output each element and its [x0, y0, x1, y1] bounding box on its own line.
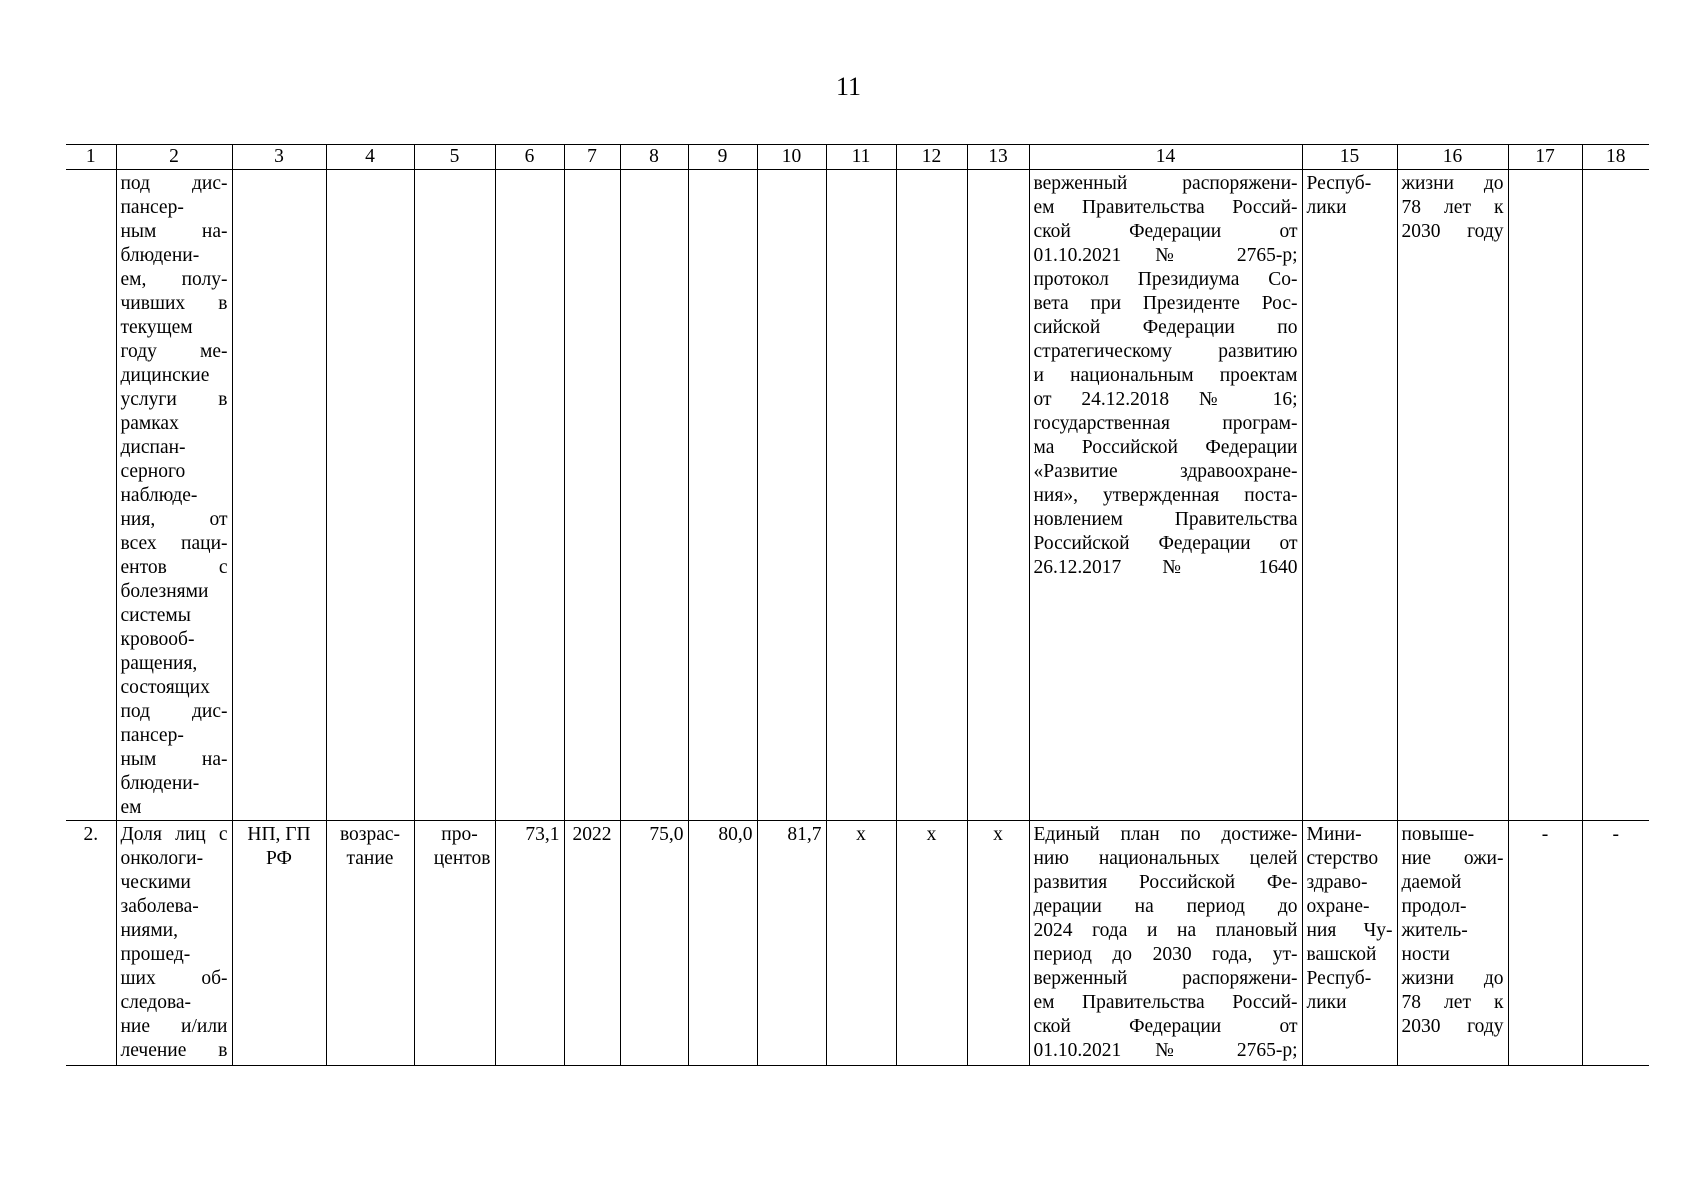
text-line: серного [120, 461, 186, 482]
cell-col11 [826, 170, 896, 821]
cell-base-year: 2022 [564, 821, 620, 1066]
text-line: Единый план по достиже- [1033, 824, 1298, 845]
text-line: новлением Правительства [1033, 509, 1298, 530]
text-line: наблюде- [120, 485, 198, 506]
text-line: развития Российской Фе- [1033, 872, 1298, 893]
cell-goal [1397, 170, 1508, 821]
text-line: пансер- [120, 725, 184, 746]
header-cell-6: 6 [495, 145, 564, 170]
text-line: центов [433, 848, 491, 869]
text-line: период до 2030 года, ут- [1033, 944, 1298, 965]
text-line: повыше- [1401, 824, 1475, 845]
cell-indicator-name [116, 821, 232, 1066]
text-line: лики [1306, 992, 1347, 1013]
cell-value-11: x [826, 821, 896, 1066]
text-line: системы [120, 605, 191, 626]
text-line: чивших в [120, 293, 228, 314]
text-line: продол- [1401, 896, 1467, 917]
header-cell-15: 15 [1302, 145, 1397, 170]
text-line: 01.10.2021 № 2765-р; [1033, 1040, 1298, 1061]
cell-indicator-name [116, 170, 232, 821]
text-line: вета при Президенте Рос- [1033, 293, 1298, 314]
header-cell-8: 8 [620, 145, 688, 170]
cell-documents [1029, 821, 1302, 1066]
table-row [66, 821, 1649, 1066]
text-line: охране- [1306, 896, 1370, 917]
text-line: ности [1401, 944, 1450, 965]
text-line: ем [120, 797, 142, 818]
cell-indicator-type [232, 821, 326, 1066]
text-line: про- [441, 824, 478, 845]
text-line: под дис- [120, 173, 228, 194]
text-line: ние ожи- [1401, 848, 1504, 869]
header-cell-17: 17 [1508, 145, 1582, 170]
text-line: стерство [1306, 848, 1379, 869]
text-line: вашской [1306, 944, 1377, 965]
text-line: Мини- [1306, 824, 1362, 845]
header-cell-16: 16 [1397, 145, 1508, 170]
cell-col3 [232, 170, 326, 821]
text-line: жизни до [1401, 968, 1504, 989]
text-line: Доля лиц с [120, 824, 228, 845]
cell-col17 [1508, 170, 1582, 821]
text-line: следова- [120, 992, 192, 1013]
text-line: дицинские [120, 365, 210, 386]
text-line: 2024 года и на плановый [1033, 920, 1298, 941]
page-number: 11 [835, 72, 862, 101]
text-line: ческими [120, 872, 191, 893]
cell-value-12: x [896, 821, 967, 1066]
cell-base-value: 73,1 [495, 821, 564, 1066]
text-line: стратегическому развитию [1033, 341, 1298, 362]
text-line: году ме- [120, 341, 228, 362]
cell-goal [1397, 821, 1508, 1066]
cell-unit [414, 821, 495, 1066]
cell-col12 [896, 170, 967, 821]
text-line: 2030 году [1401, 221, 1504, 242]
text-line: ния, от [120, 509, 228, 530]
text-line: ние и/или [120, 1016, 228, 1037]
header-cell-14: 14 [1029, 145, 1302, 170]
text-line: ния», утвержденная поста- [1033, 485, 1298, 506]
text-line: ской Федерации от [1033, 1016, 1298, 1037]
header-cell-7: 7 [564, 145, 620, 170]
header-cell-12: 12 [896, 145, 967, 170]
text-line: 01.10.2021 № 2765-р; [1033, 245, 1298, 266]
text-line: пансер- [120, 197, 184, 218]
text-line: состоящих [120, 677, 210, 698]
text-line: ным на- [120, 221, 228, 242]
text-line: лечение в [120, 1040, 228, 1061]
cell-col5 [414, 170, 495, 821]
cell-col13 [967, 170, 1029, 821]
text-line: ем, полу- [120, 269, 228, 290]
text-line: 78 лет к [1401, 197, 1504, 218]
text-line: 26.12.2017 № 1640 [1033, 557, 1298, 578]
text-line: житель- [1401, 920, 1468, 941]
text-line: РФ [266, 848, 292, 869]
text-line: ших об- [120, 968, 228, 989]
cell-trend [326, 821, 414, 1066]
cell-responsible [1302, 170, 1397, 821]
text-line: верженный распоряжени- [1033, 173, 1298, 194]
header-cell-13: 13 [967, 145, 1029, 170]
header-cell-11: 11 [826, 145, 896, 170]
text-line: ным на- [120, 749, 228, 770]
text-line: верженный распоряжени- [1033, 968, 1298, 989]
header-cell-18: 18 [1582, 145, 1649, 170]
text-line: ращения, [120, 653, 198, 674]
text-line: блюдени- [120, 245, 200, 266]
text-line: кровооб- [120, 629, 195, 650]
text-line: Российской Федерации от [1033, 533, 1298, 554]
text-line: прошед- [120, 944, 191, 965]
cell-value-13: x [967, 821, 1029, 1066]
header-cell-3: 3 [232, 145, 326, 170]
text-line: тание [346, 848, 394, 869]
text-line: под дис- [120, 701, 228, 722]
text-line: ма Российской Федерации [1033, 437, 1298, 458]
text-line: ентов с [120, 557, 228, 578]
text-line: заболева- [120, 896, 199, 917]
text-line: «Развитие здравоохране- [1033, 461, 1298, 482]
text-line: болезнями [120, 581, 209, 602]
text-line: услуги в [120, 389, 228, 410]
text-line: диспан- [120, 437, 186, 458]
cell-col18 [1582, 170, 1649, 821]
cell-value-8: 75,0 [620, 821, 688, 1066]
text-line: и национальным проектам [1033, 365, 1298, 386]
text-line: рамках [120, 413, 179, 434]
header-cell-2: 2 [116, 145, 232, 170]
text-line: здраво- [1306, 872, 1368, 893]
cell-col8 [620, 170, 688, 821]
text-line: ем Правительства Россий- [1033, 197, 1298, 218]
text-line: даемой [1401, 872, 1462, 893]
text-line: 78 лет к [1401, 992, 1504, 1013]
cell-col10 [757, 170, 826, 821]
header-cell-10: 10 [757, 145, 826, 170]
cell-col1 [66, 170, 116, 821]
text-line: государственная програм- [1033, 413, 1298, 434]
text-line: ской Федерации от [1033, 221, 1298, 242]
cell-col17: - [1508, 821, 1582, 1066]
cell-responsible [1302, 821, 1397, 1066]
text-line: дерации на период до [1033, 896, 1298, 917]
indicator-table [66, 144, 1649, 1066]
cell-col4 [326, 170, 414, 821]
table-row [66, 170, 1649, 821]
header-row [66, 145, 1649, 170]
cell-col18: - [1582, 821, 1649, 1066]
cell-value-9: 80,0 [688, 821, 757, 1066]
header-cell-4: 4 [326, 145, 414, 170]
text-line: жизни до [1401, 173, 1504, 194]
header-cell-1: 1 [66, 145, 116, 170]
cell-col7 [564, 170, 620, 821]
text-line: ния Чу- [1306, 920, 1393, 941]
text-line: нию национальных целей [1033, 848, 1298, 869]
cell-row-number: 2. [66, 821, 116, 1066]
cell-col6 [495, 170, 564, 821]
text-line: ниями, [120, 920, 178, 941]
text-line: Респуб- [1306, 173, 1372, 194]
text-line: лики [1306, 197, 1347, 218]
header-cell-5: 5 [414, 145, 495, 170]
text-line: от 24.12.2018 № 16; [1033, 389, 1298, 410]
cell-value-10: 81,7 [757, 821, 826, 1066]
cell-col9 [688, 170, 757, 821]
text-line: Респуб- [1306, 968, 1372, 989]
text-line: блюдени- [120, 773, 200, 794]
cell-documents [1029, 170, 1302, 821]
text-line: ем Правительства Россий- [1033, 992, 1298, 1013]
text-line: текущем [120, 317, 193, 338]
text-line: возрас- [339, 824, 401, 845]
text-line: всех паци- [120, 533, 228, 554]
text-line: НП, ГП [247, 824, 311, 845]
text-line: сийской Федерации по [1033, 317, 1298, 338]
text-line: протокол Президиума Со- [1033, 269, 1298, 290]
header-cell-9: 9 [688, 145, 757, 170]
text-line: 2030 году [1401, 1016, 1504, 1037]
text-line: онкологи- [120, 848, 204, 869]
